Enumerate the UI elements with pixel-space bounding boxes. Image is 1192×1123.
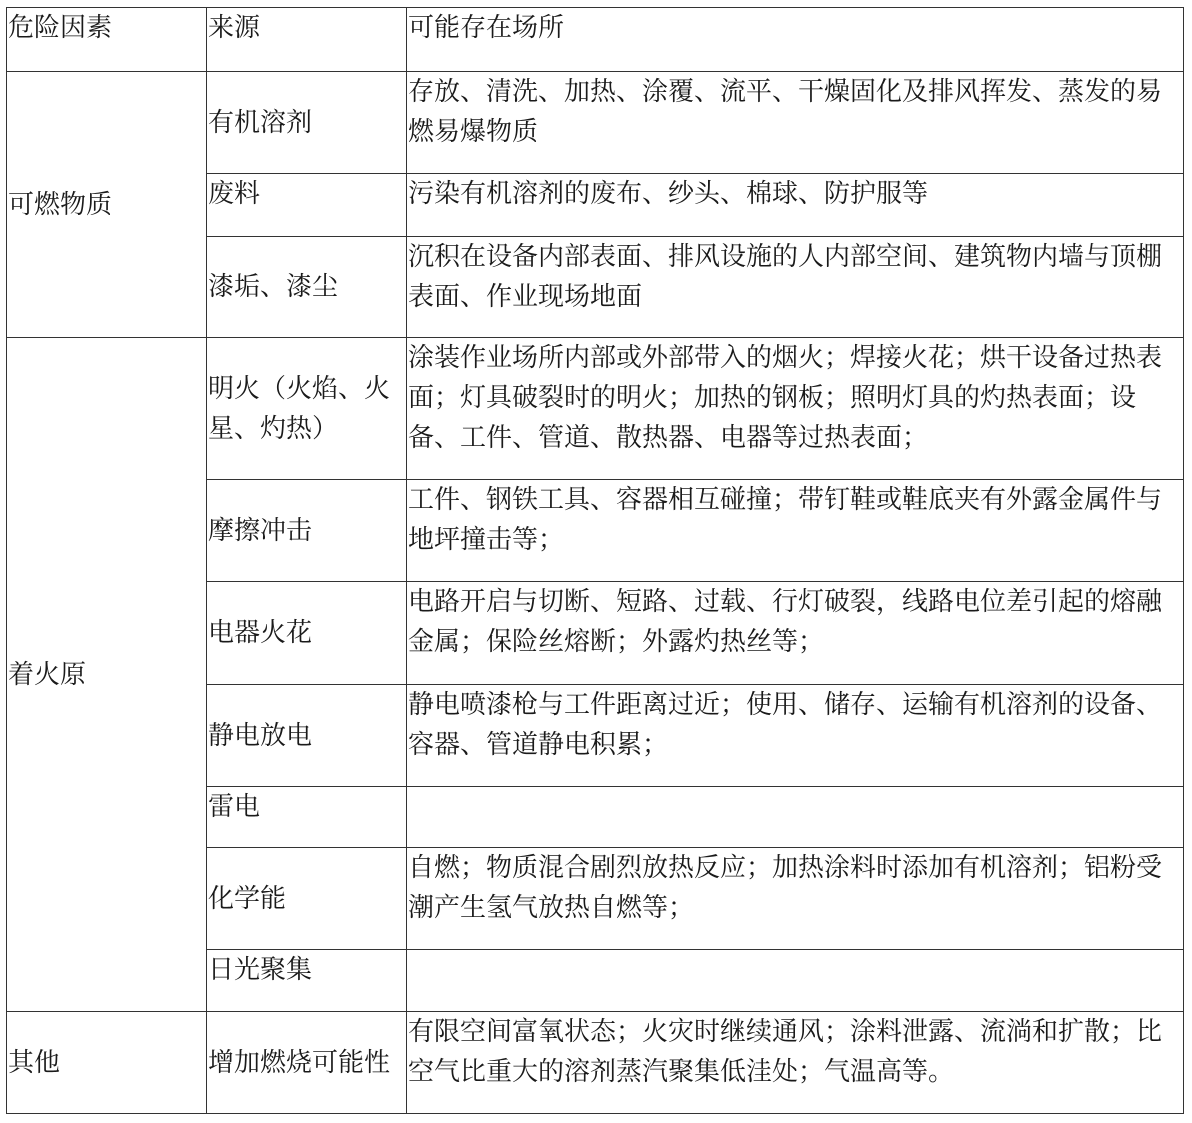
source-cell: 明火（火焰、火星、灼热） [207,338,407,480]
factor-cell: 可燃物质 [7,72,207,338]
factor-cell: 其他 [7,1012,207,1114]
header-place: 可能存在场所 [407,8,1184,72]
source-cell: 电器火花 [207,582,407,685]
place-cell: 涂装作业场所内部或外部带入的烟火；焊接火花；烘干设备过热表面；灯具破裂时的明火；加热的钢板；照明灯具的灼热表面；设备、工件、管道、散热器、电器等过热表面； [407,338,1184,480]
source-cell: 有机溶剂 [207,72,407,174]
place-cell: 电路开启与切断、短路、过载、行灯破裂，线路电位差引起的熔融金属；保险丝熔断；外露灼热丝等； [407,582,1184,685]
place-cell: 静电喷漆枪与工件距离过近；使用、储存、运输有机溶剂的设备、容器、管道静电积累； [407,685,1184,787]
header-source: 来源 [207,8,407,72]
table-row [7,1012,1184,1114]
source-cell: 摩擦冲击 [207,480,407,582]
source-cell: 废料 [207,174,407,237]
source-cell: 静电放电 [207,685,407,787]
place-cell [407,950,1184,1012]
factor-cell: 着火原 [7,338,207,1012]
source-cell: 日光聚集 [207,950,407,1012]
place-cell: 有限空间富氧状态；火灾时继续通风；涂料泄露、流淌和扩散；比空气比重大的溶剂蒸汽聚集低洼处；气温高等。 [407,1012,1184,1114]
header-factor: 危险因素 [7,8,207,72]
source-cell: 增加燃烧可能性 [207,1012,407,1114]
hazard-table [6,7,1184,1114]
source-cell: 化学能 [207,848,407,950]
source-cell: 雷电 [207,787,407,848]
table-row [7,72,1184,174]
place-cell: 工件、钢铁工具、容器相互碰撞；带钉鞋或鞋底夹有外露金属件与地坪撞击等； [407,480,1184,582]
place-cell: 存放、清洗、加热、涂覆、流平、干燥固化及排风挥发、蒸发的易燃易爆物质 [407,72,1184,174]
source-cell: 漆垢、漆尘 [207,237,407,338]
place-cell: 污染有机溶剂的废布、纱头、棉球、防护服等 [407,174,1184,237]
header-row [7,8,1184,72]
table-row [7,338,1184,480]
place-cell: 沉积在设备内部表面、排风设施的人内部空间、建筑物内墙与顶棚表面、作业现场地面 [407,237,1184,338]
place-cell [407,787,1184,848]
place-cell: 自燃；物质混合剧烈放热反应；加热涂料时添加有机溶剂；铝粉受潮产生氢气放热自燃等； [407,848,1184,950]
